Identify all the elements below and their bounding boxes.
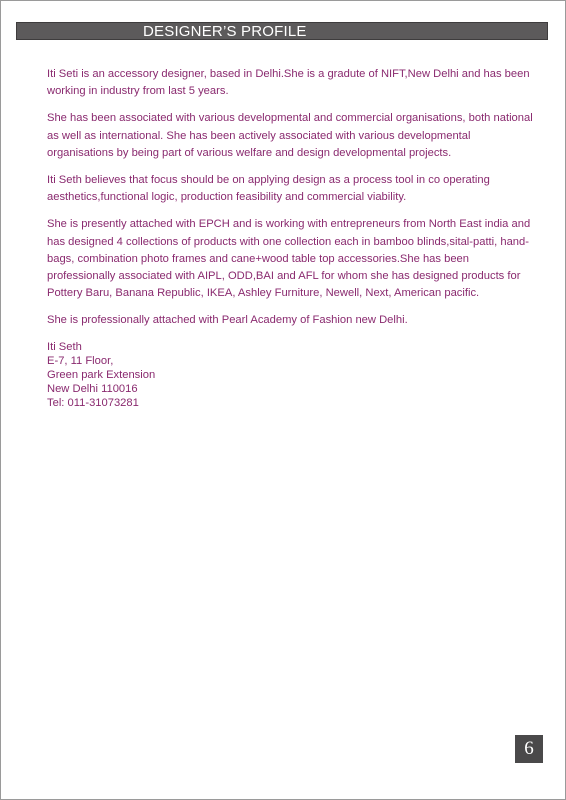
profile-content xyxy=(47,66,539,410)
address-block xyxy=(47,340,539,410)
address-name: Iti Seth xyxy=(47,340,82,353)
page-number: 6 xyxy=(515,735,543,763)
header-bar xyxy=(16,22,548,40)
paragraph-associations: She has been associated with various developmental and commercial organisations, both national as well as international. She has been actively associated with various developmental organisations by being part of various welfare and design developmental projects. xyxy=(47,112,533,159)
paragraph-academy: She is professionally attached with Pearl Academy of Fashion new Delhi. xyxy=(47,314,408,327)
address-line-3: New Delhi 110016 xyxy=(47,382,138,395)
address-line-1: E-7, 11 Floor, xyxy=(47,354,114,367)
paragraph-philosophy: Iti Seth believes that focus should be on applying design as a process tool in co operating aesthetics,functional logic, production feasibility and commercial viability. xyxy=(47,174,490,204)
paragraph-current-work: She is presently attached with EPCH and is working with entrepreneurs from North East india and has designed 4 collections of products with one collection each in bamboo blinds,sital-patti, hand-bags, combination photo frames and cane+wood table top accessories.She has been professionally associated with AIPL, ODD,BAI and AFL for whom she has designed products for Pottery Baru, Banana Republic, IKEA, Ashley Furniture, Newell, Next, American pacific. xyxy=(47,218,531,300)
address-telephone: Tel: 011-31073281 xyxy=(47,396,139,409)
address-line-2: Green park Extension xyxy=(47,368,156,381)
page-title: DESIGNER’S PROFILE xyxy=(143,23,307,40)
paragraph-intro: Iti Seti is an accessory designer, based in Delhi.She is a gradute of NIFT,New Delhi and has been working in industry from last 5 years. xyxy=(47,68,530,98)
